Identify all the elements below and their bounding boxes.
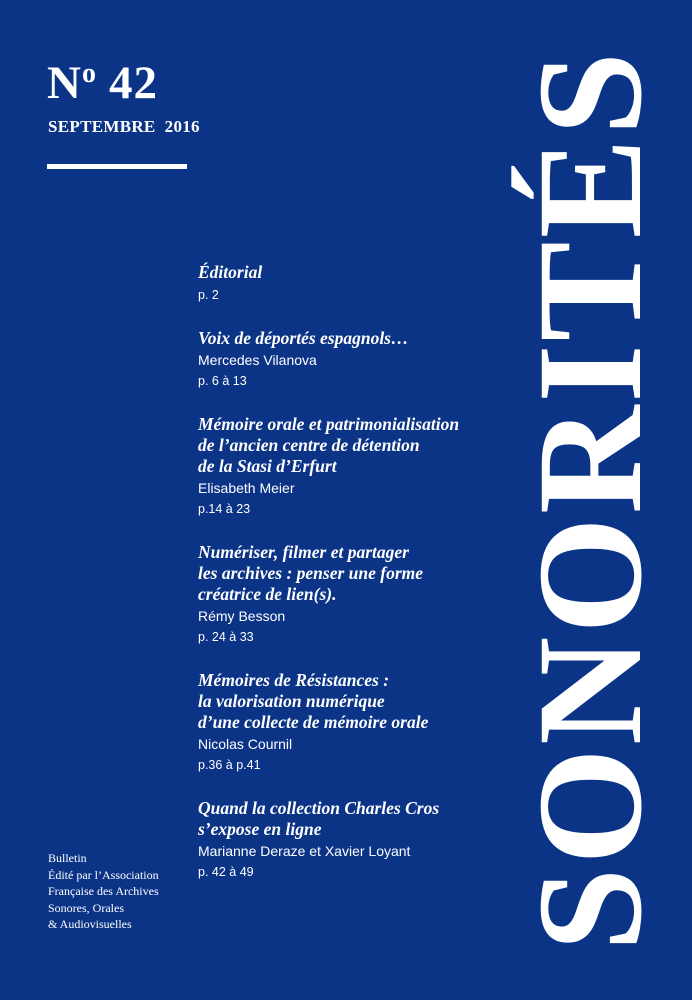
toc-title-line: créatrice de lien(s). <box>198 584 337 604</box>
issue-number-sup: o <box>81 58 97 89</box>
toc-entry-author: Rémy Besson <box>198 608 286 624</box>
publisher-line: Bulletin <box>48 851 87 865</box>
publisher-info <box>48 850 159 933</box>
toc-entry-author: Nicolas Cournil <box>198 736 293 752</box>
toc-entry-title <box>198 670 498 733</box>
divider-rule <box>47 164 187 169</box>
toc-title-line: Numériser, filmer et partager <box>198 542 409 562</box>
toc-entry[interactable] <box>198 262 498 303</box>
toc-entry-pages: p. 42 à 49 <box>198 865 254 879</box>
issue-number-prefix: N <box>47 57 82 109</box>
toc-entry[interactable] <box>198 414 498 517</box>
toc-entry-pages: p. 2 <box>198 288 219 302</box>
toc-entry-title <box>198 262 498 283</box>
toc-entry-title <box>198 542 498 605</box>
toc-title-line: Éditorial <box>198 262 263 282</box>
toc-entry-pages: p. 24 à 33 <box>198 630 254 644</box>
toc-title-line: Mémoires de Résistances : <box>198 670 390 690</box>
toc-title-line: Mémoire orale et patrimonialisation <box>198 414 460 434</box>
publisher-line: Française des Archives <box>48 884 159 898</box>
toc-title-line: la valorisation numérique <box>198 691 385 711</box>
toc-title-line: de la Stasi d’Erfurt <box>198 456 337 476</box>
toc-entry-title <box>198 798 498 840</box>
toc-entry-author: Marianne Deraze et Xavier Loyant <box>198 843 411 859</box>
toc-entry[interactable] <box>198 542 498 645</box>
toc-entry[interactable] <box>198 328 498 389</box>
toc-entry-author: Elisabeth Meier <box>198 480 295 496</box>
toc-title-line: de l’ancien centre de détention <box>198 435 420 455</box>
toc-entry-author: Mercedes Vilanova <box>198 352 317 368</box>
publisher-line: Sonores, Orales <box>48 900 124 915</box>
toc-entry-title <box>198 328 498 349</box>
toc-title-line: Voix de déportés espagnols… <box>198 328 409 348</box>
toc-entry-pages: p. 6 à 13 <box>198 374 247 388</box>
toc-title-line: d’une collecte de mémoire orale <box>198 712 429 732</box>
toc-entry[interactable] <box>198 798 498 880</box>
toc-title-line: les archives : penser une forme <box>198 563 424 583</box>
issue-number-value: 42 <box>108 57 158 109</box>
toc-title-line: Quand la collection Charles Cros <box>198 798 440 818</box>
toc-entry[interactable] <box>198 670 498 773</box>
table-of-contents <box>198 262 498 905</box>
issue-date: SEPTEMBRE 2016 <box>48 117 200 136</box>
toc-entry-pages: p.14 à 23 <box>198 502 251 516</box>
publisher-line: Édité par l’Association <box>48 867 159 882</box>
publisher-line: & Audiovisuelles <box>48 917 132 931</box>
toc-entry-title <box>198 414 498 477</box>
toc-title-line: s’expose en ligne <box>198 819 322 839</box>
issue-number <box>47 57 158 109</box>
masthead-title: SONORITÉS <box>507 48 673 952</box>
toc-entry-pages: p.36 à p.41 <box>198 758 261 772</box>
